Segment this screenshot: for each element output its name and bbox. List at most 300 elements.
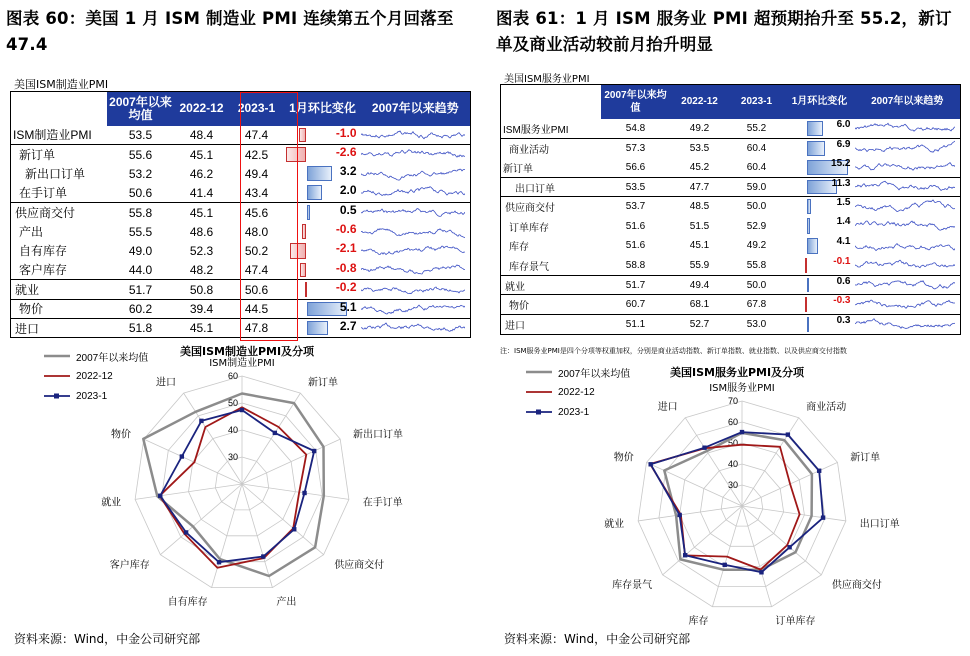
- positive-change-bar: [307, 166, 332, 181]
- cell-chg: [285, 280, 361, 299]
- trend-sparkline-cell: [361, 261, 471, 280]
- trend-sparkline: [855, 277, 955, 293]
- change-value: 3.2: [339, 164, 357, 179]
- legend-label: 2007年以来均值: [558, 368, 631, 380]
- radar-point: [302, 491, 306, 495]
- sparkline-path: [855, 319, 955, 329]
- cell-dec: 45.1: [175, 318, 229, 337]
- cell-chg: [285, 241, 361, 260]
- sparkline-path: [361, 169, 465, 180]
- cell-chg: [785, 216, 855, 236]
- change-value: -1.0: [335, 125, 357, 140]
- negative-change-bar: [305, 282, 307, 296]
- cell-name: 库存景气: [509, 261, 549, 273]
- trend-sparkline: [855, 316, 955, 332]
- cell-dec: 49.4: [671, 275, 729, 295]
- header-4: 1月环比变化: [785, 85, 855, 119]
- positive-change-bar: [807, 278, 809, 293]
- radar-category-label: 商业活动: [806, 401, 847, 413]
- change-value: -2.1: [335, 241, 357, 256]
- trend-sparkline: [361, 243, 465, 258]
- change-value: 2.0: [339, 183, 357, 198]
- sparkline-path: [855, 181, 955, 190]
- radar-category-label: 物价: [111, 429, 131, 441]
- cell-avg: 55.8: [107, 203, 175, 222]
- cell-dec: 50.8: [175, 280, 229, 299]
- cell-avg: 49.0: [128, 243, 153, 258]
- sparkline-path: [855, 221, 955, 230]
- trend-sparkline: [361, 282, 465, 297]
- cell-jan: 47.4: [244, 262, 269, 277]
- cell-dec: 68.1: [671, 295, 729, 315]
- cell-avg: 57.3: [601, 138, 671, 158]
- radar-point: [261, 554, 265, 558]
- radar-tick-label: 50: [727, 438, 738, 448]
- trend-sparkline: [855, 120, 955, 136]
- table-row: [501, 216, 961, 236]
- change-value: -0.3: [833, 295, 851, 307]
- trend-sparkline: [855, 140, 955, 156]
- trend-sparkline: [361, 127, 465, 142]
- negative-change-bar: [302, 224, 307, 239]
- change-value: 1.5: [836, 197, 851, 209]
- radar-tick-label: 30: [727, 480, 738, 490]
- trend-sparkline-cell: [361, 299, 471, 318]
- radar-point: [199, 419, 203, 423]
- legend-label: 2022-12: [558, 386, 595, 398]
- change-value: 15.2: [831, 157, 851, 169]
- radar-category-label: 库存: [688, 616, 709, 628]
- cell-dec: 45.1: [175, 145, 229, 164]
- sparkline-path: [855, 281, 955, 289]
- manufacturing-pmi-table: [10, 91, 471, 338]
- header-2: 2022-12: [175, 92, 229, 126]
- cell-avg: 54.8: [625, 122, 646, 134]
- radar-point: [240, 408, 244, 412]
- trend-sparkline: [855, 238, 955, 254]
- trend-sparkline-cell: [855, 216, 961, 236]
- cell-name: 物价: [501, 295, 601, 315]
- cell-jan: 60.4: [729, 138, 785, 158]
- radar-title: 美国ISM制造业PMI及分项: [180, 345, 315, 358]
- trend-sparkline-cell: [855, 295, 961, 315]
- trend-sparkline: [361, 262, 465, 277]
- cell-chg: [785, 256, 855, 276]
- radar-category-label: 订单库存: [775, 616, 816, 628]
- cell-dec: 45.1: [689, 240, 710, 252]
- header-2: 2022-12: [671, 85, 729, 119]
- table-caption: 美国ISM制造业PMI: [14, 78, 109, 91]
- header-0: [11, 92, 107, 126]
- cell-avg: 53.5: [601, 177, 671, 197]
- change-value: 1.4: [836, 216, 851, 228]
- cell-chg: [285, 299, 361, 318]
- radar-spoke: [742, 506, 846, 521]
- cell-name: 进口: [501, 314, 601, 334]
- trend-sparkline: [855, 179, 955, 195]
- cell-jan: 50.2: [244, 243, 269, 258]
- sparkline-path: [361, 323, 465, 331]
- cell-dec: 51.5: [689, 220, 710, 232]
- sparkline-path: [361, 131, 465, 139]
- cell-chg: [785, 197, 855, 217]
- trend-sparkline: [855, 199, 955, 215]
- radar-category-label: 新出口订单: [353, 429, 403, 441]
- cell-jan: 43.4: [244, 185, 269, 200]
- change-value: 4.1: [836, 236, 851, 248]
- trend-sparkline-cell: [855, 197, 961, 217]
- trend-sparkline: [361, 320, 465, 335]
- cell-name: 出口订单: [501, 177, 601, 197]
- cell-name: 产出: [19, 225, 44, 240]
- sparkline-path: [361, 305, 465, 314]
- negative-change-bar: [286, 147, 306, 162]
- cell-chg: [785, 138, 855, 158]
- sparkline-path: [361, 287, 465, 294]
- cell-name: 新订单: [503, 163, 533, 175]
- cell-dec: 55.9: [689, 259, 710, 271]
- trend-sparkline: [361, 147, 465, 162]
- figure-title: 图表 60：美国 1 月 ISM 制造业 PMI 连续第五个月回落至 47.4: [6, 9, 454, 54]
- table-row: [11, 126, 471, 145]
- cell-jan: 50.6: [229, 280, 285, 299]
- table-row: [11, 164, 471, 183]
- cell-chg: [285, 318, 361, 337]
- cell-jan: 47.4: [244, 127, 269, 142]
- radar-tick-label: 60: [227, 371, 238, 381]
- header-4: 1月环比变化: [285, 92, 361, 126]
- services-pmi-table: [500, 84, 961, 335]
- trend-sparkline-cell: [361, 164, 471, 183]
- cell-jan: 52.9: [746, 220, 767, 232]
- source-note: 资料来源：Wind，中金公司研究部: [14, 632, 201, 646]
- cell-chg: [785, 314, 855, 334]
- radar-category-label: 供应商交付: [334, 559, 385, 571]
- radar-category-label: ISM制造业PMI: [209, 358, 275, 369]
- table-caption: 美国ISM服务业PMI: [504, 74, 590, 85]
- change-value: -2.6: [335, 145, 357, 160]
- radar-point: [217, 560, 221, 564]
- table-row: [11, 261, 471, 280]
- change-value: -0.1: [833, 255, 851, 267]
- change-value: 2.7: [339, 318, 357, 333]
- cell-dec: 48.6: [189, 224, 214, 239]
- cell-jan: 44.5: [229, 299, 285, 318]
- cell-avg: 51.7: [601, 275, 671, 295]
- cell-jan: 59.0: [729, 177, 785, 197]
- table-row: [11, 241, 471, 260]
- negative-change-bar: [805, 258, 807, 273]
- cell-chg: [785, 275, 855, 295]
- sparkline-path: [855, 163, 955, 171]
- trend-sparkline-cell: [855, 138, 961, 158]
- cell-chg: [785, 177, 855, 197]
- legend-label: 2007年以来均值: [76, 352, 149, 364]
- trend-sparkline: [361, 205, 465, 220]
- radar-point: [787, 545, 791, 549]
- radar-spoke: [135, 484, 242, 499]
- trend-sparkline-cell: [855, 119, 961, 139]
- radar-point: [759, 570, 763, 574]
- legend-label: 2023-1: [558, 406, 590, 418]
- trend-sparkline-cell: [855, 314, 961, 334]
- radar-tick-label: 60: [727, 417, 738, 427]
- table-row: [501, 236, 961, 256]
- negative-change-bar: [805, 297, 807, 312]
- change-value: 6.9: [836, 138, 851, 150]
- sparkline-path: [855, 200, 955, 212]
- trend-sparkline-cell: [361, 203, 471, 222]
- radar-category-label: 就业: [101, 497, 122, 509]
- sparkline-path: [855, 244, 955, 251]
- radar-category-label: 进口: [657, 401, 678, 413]
- table-row: [501, 295, 961, 315]
- cell-name: 客户库存: [19, 263, 68, 278]
- table-row: [11, 145, 471, 164]
- cell-avg: 50.6: [128, 185, 153, 200]
- positive-change-bar: [307, 185, 323, 200]
- services-radar-chart: [490, 368, 970, 630]
- radar-spoke: [242, 484, 349, 499]
- sparkline-path: [855, 141, 955, 152]
- table-row: [501, 119, 961, 139]
- cell-dec: 52.7: [671, 314, 729, 334]
- positive-change-bar: [307, 321, 328, 335]
- table-row: [501, 177, 961, 197]
- negative-change-bar: [290, 243, 306, 258]
- cell-chg: [285, 261, 361, 280]
- header-5: 2007年以来趋势: [361, 92, 471, 126]
- positive-change-bar: [807, 121, 823, 136]
- sparkline-path: [855, 300, 955, 308]
- cell-name: 商业活动: [501, 138, 601, 158]
- radar-category-label: 在手订单: [362, 497, 403, 509]
- negative-change-bar: [300, 263, 306, 278]
- radar-spoke: [638, 506, 742, 521]
- cell-avg: 56.6: [625, 161, 646, 173]
- radar-category-label: 供应商交付: [831, 579, 882, 591]
- table-row: [501, 138, 961, 158]
- cell-name: ISM服务业PMI: [503, 124, 569, 136]
- radar-category-label: ISM服务业PMI: [709, 383, 775, 394]
- change-value: 6.0: [836, 118, 851, 130]
- cell-dec: 48.4: [189, 127, 214, 142]
- radar-category-label: 自有库存: [167, 597, 208, 609]
- services-panel: [490, 0, 970, 656]
- cell-name: 新出口订单: [25, 167, 86, 182]
- cell-avg: 55.6: [107, 145, 175, 164]
- table-row: [501, 314, 961, 334]
- positive-change-bar: [807, 238, 818, 254]
- radar-category-label: 库存景气: [612, 579, 653, 591]
- legend-label: 2023-1: [76, 390, 108, 402]
- radar-point: [180, 454, 184, 458]
- cell-jan: 55.2: [746, 122, 767, 134]
- table-row: [11, 280, 471, 299]
- cell-avg: 53.5: [128, 127, 153, 142]
- positive-change-bar: [807, 199, 811, 214]
- sparkline-path: [361, 187, 465, 196]
- legend-label: 2022-12: [76, 370, 113, 382]
- trend-sparkline: [361, 185, 465, 200]
- cell-jan: 60.4: [746, 161, 767, 173]
- trend-sparkline-cell: [361, 145, 471, 164]
- radar-point: [648, 462, 652, 466]
- change-value: 0.5: [339, 203, 357, 218]
- radar-category-label: 出口订单: [859, 518, 900, 530]
- trend-sparkline: [855, 257, 955, 273]
- cell-dec: 39.4: [175, 299, 229, 318]
- sparkline-path: [361, 265, 465, 274]
- table-row: [501, 256, 961, 276]
- cell-jan: 55.8: [746, 259, 767, 271]
- cell-name: ISM制造业PMI: [13, 128, 92, 143]
- cell-chg: [285, 203, 361, 222]
- cell-dec: 45.1: [175, 203, 229, 222]
- change-value: -0.2: [335, 280, 357, 295]
- trend-sparkline: [855, 159, 955, 175]
- cell-name: 在手订单: [19, 186, 68, 201]
- cell-chg: [285, 164, 361, 183]
- change-value: 11.3: [831, 177, 851, 189]
- radar-point: [702, 446, 706, 450]
- radar-category-label: 产出: [276, 597, 297, 609]
- change-value: 0.6: [836, 275, 851, 287]
- table-row: [11, 183, 471, 202]
- radar-category-label: 物价: [613, 452, 634, 464]
- cell-chg: [785, 119, 855, 139]
- cell-jan: 47.8: [229, 318, 285, 337]
- cell-avg: 51.8: [107, 318, 175, 337]
- radar-spoke: [742, 506, 772, 607]
- cell-dec: 49.2: [689, 122, 710, 134]
- header-3: 2023-1: [729, 85, 785, 119]
- radar-point: [273, 431, 277, 435]
- trend-sparkline: [361, 301, 465, 316]
- cell-jan: 48.0: [244, 224, 269, 239]
- cell-avg: 51.6: [625, 220, 646, 232]
- trend-sparkline-cell: [361, 318, 471, 337]
- radar-category-label: 就业: [604, 518, 625, 530]
- header-0: [501, 85, 601, 119]
- cell-jan: 67.8: [729, 295, 785, 315]
- change-value: 5.1: [339, 299, 357, 314]
- radar-category-label: 客户库存: [109, 559, 150, 571]
- cell-dec: 52.3: [189, 243, 214, 258]
- cell-name: 就业: [501, 275, 601, 295]
- negative-change-bar: [299, 128, 307, 143]
- cell-jan: 50.0: [729, 197, 785, 217]
- sparkline-path: [361, 209, 465, 217]
- radar-point: [723, 563, 727, 567]
- radar-title: 美国ISM服务业PMI及分项: [670, 366, 805, 379]
- cell-jan: 49.2: [746, 240, 767, 252]
- radar-point: [821, 515, 825, 519]
- table-row: [11, 203, 471, 222]
- radar-tick-label: 40: [727, 459, 738, 469]
- header-1: 2007年以来均值: [601, 85, 671, 119]
- sparkline-path: [361, 229, 465, 238]
- trend-sparkline-cell: [361, 280, 471, 299]
- cell-name: 订单库存: [509, 222, 549, 234]
- table-row: [501, 275, 961, 295]
- trend-sparkline: [855, 297, 955, 313]
- radar-point: [683, 553, 687, 557]
- radar-point: [312, 449, 316, 453]
- header-3: 2023-1: [229, 92, 285, 126]
- radar-point: [817, 469, 821, 473]
- cell-avg: 58.8: [625, 259, 646, 271]
- positive-change-bar: [307, 205, 311, 220]
- header-5: 2007年以来趋势: [855, 85, 961, 119]
- cell-name: 新订单: [11, 145, 107, 164]
- sparkline-path: [855, 261, 955, 269]
- radar-point: [184, 530, 188, 534]
- radar-point: [292, 527, 296, 531]
- radar-point: [786, 432, 790, 436]
- trend-sparkline: [361, 224, 465, 239]
- table-row: [501, 158, 961, 178]
- radar-category-label: 进口: [156, 377, 176, 389]
- radar-point: [158, 494, 162, 498]
- cell-chg: [785, 236, 855, 256]
- cell-name: 就业: [11, 280, 107, 299]
- positive-change-bar: [807, 218, 811, 234]
- cell-avg: 51.1: [601, 314, 671, 334]
- trend-sparkline-cell: [855, 158, 961, 178]
- trend-sparkline-cell: [361, 126, 471, 145]
- cell-jan: 50.0: [729, 275, 785, 295]
- footnote: 注：ISM服务业PMI是四个分项等权重加权，分别是商业活动指数、新订单指数、就业指数、以及供应商交付指数: [500, 347, 847, 355]
- cell-name: 库存: [509, 242, 529, 254]
- cell-name: 供应商交付: [11, 203, 107, 222]
- figure-title: 图表 61：1 月 ISM 服务业 PMI 超预期抬升至 55.2，新订单及商业活动较前月抬升明显: [496, 9, 952, 54]
- cell-avg: 44.0: [128, 262, 153, 277]
- cell-chg: [785, 295, 855, 315]
- cell-name: 物价: [11, 299, 107, 318]
- table-row: [11, 222, 471, 241]
- cell-dec: 41.4: [189, 185, 214, 200]
- cell-chg: [285, 222, 361, 241]
- cell-dec: 53.5: [671, 138, 729, 158]
- sparkline-path: [361, 246, 465, 255]
- radar-tick-label: 50: [227, 398, 238, 408]
- cell-name: 进口: [11, 318, 107, 337]
- trend-sparkline-cell: [855, 256, 961, 276]
- change-value: -0.8: [335, 260, 357, 275]
- change-value: -0.6: [335, 221, 357, 236]
- positive-change-bar: [807, 141, 826, 156]
- trend-sparkline: [361, 166, 465, 181]
- cell-jan: 53.0: [729, 314, 785, 334]
- cell-avg: 55.5: [128, 224, 153, 239]
- manufacturing-radar-chart: [0, 350, 480, 630]
- cell-chg: [285, 145, 361, 164]
- radar-category-label: 新订单: [850, 452, 881, 464]
- trend-sparkline-cell: [855, 177, 961, 197]
- cell-avg: 51.6: [625, 240, 646, 252]
- trend-sparkline-cell: [361, 183, 471, 202]
- trend-sparkline: [855, 218, 955, 234]
- cell-chg: [285, 126, 361, 145]
- radar-category-label: 新订单: [308, 377, 338, 389]
- table-row: [11, 318, 471, 337]
- table-row: [11, 299, 471, 318]
- sparkline-path: [361, 150, 465, 157]
- cell-dec: 48.5: [671, 197, 729, 217]
- header-1: 2007年以来均值: [107, 92, 175, 126]
- cell-jan: 45.6: [229, 203, 285, 222]
